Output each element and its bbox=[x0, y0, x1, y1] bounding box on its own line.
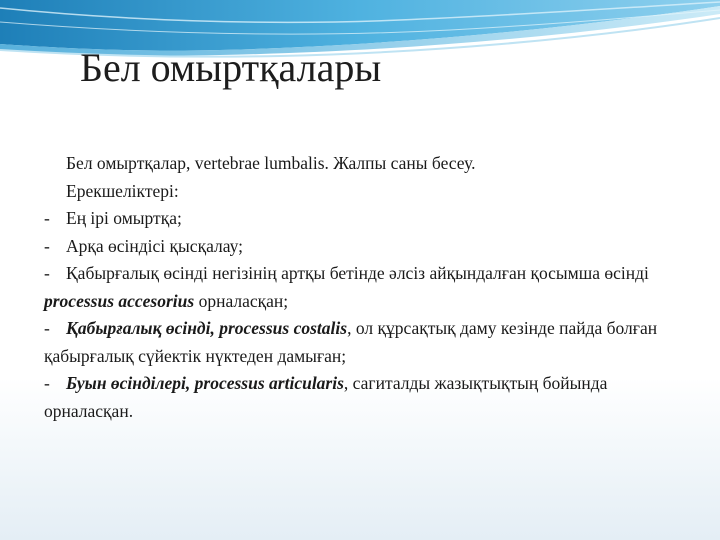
bullet-dash: - bbox=[44, 373, 50, 393]
bullet-dash: - bbox=[44, 208, 50, 228]
item5-tail: , сагиталды жазықтықтың бойында орналасқан. bbox=[44, 373, 608, 421]
list-item bbox=[44, 315, 694, 370]
item1-text: Ең ірі омыртқа; bbox=[66, 208, 182, 228]
features-heading: Ерекшеліктері: bbox=[66, 180, 179, 201]
list-item bbox=[44, 260, 694, 315]
slide-body bbox=[44, 150, 694, 425]
list-item bbox=[44, 370, 694, 425]
bullet-dash: - bbox=[44, 263, 50, 283]
list-item bbox=[44, 233, 694, 261]
item4-tail: , ол құрсақтық даму кезінде пайда болған қабырғалық сүйектік нүктеден дамыған; bbox=[44, 318, 658, 366]
item3-text: Қабырғалық өсінді негізінің артқы бетінде әлсіз айқындалған қосымша өсінді bbox=[66, 263, 649, 283]
item3-term: processus accesorius bbox=[44, 290, 195, 311]
intro-text: Бел омыртқалар, vertebrae lumbalis. Жалпы саны бесеу. bbox=[66, 153, 476, 173]
bullet-dash: - bbox=[44, 235, 50, 256]
list-item bbox=[44, 205, 694, 233]
item2-text: Арқа өсіндісі қысқалау; bbox=[66, 235, 243, 256]
item3-tail: орналасқан; bbox=[194, 290, 289, 311]
bullet-dash: - bbox=[44, 318, 50, 338]
item4-term: Қабырғалық өсінді, processus costalis bbox=[66, 318, 348, 338]
slide-title: Бел омыртқалары bbox=[80, 45, 382, 90]
item5-term: Буын өсінділері, processus articularis bbox=[66, 373, 344, 393]
